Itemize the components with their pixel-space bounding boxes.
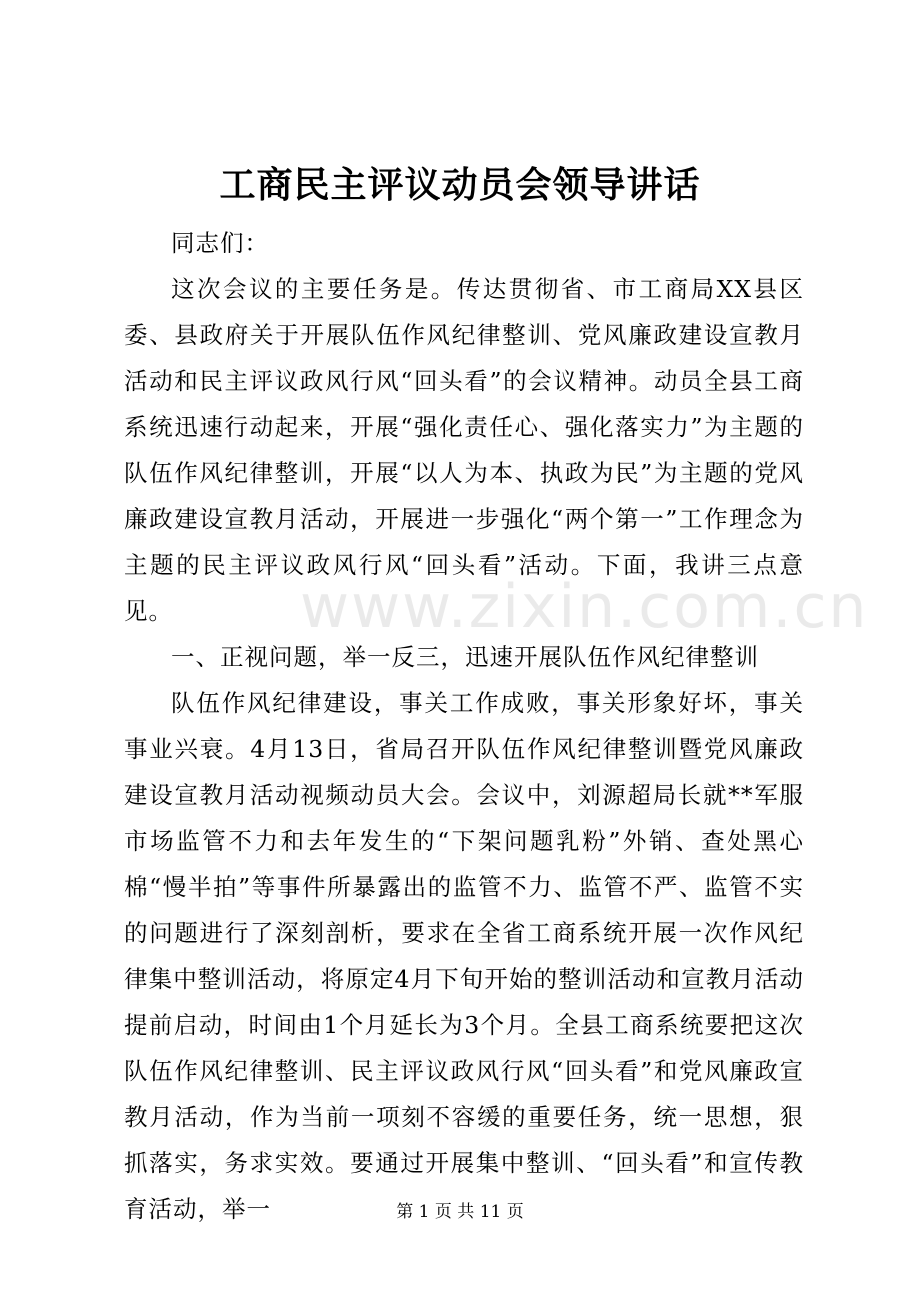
section-heading-1: 一、正视问题，举一反三，迅速开展队伍作风纪律整训 [171,643,759,671]
salutation: 同志们： [171,229,269,257]
paragraph-intro: 这次会议的主要任务是。传达贯彻省、市工商局XX县区委、县政府关于开展队伍作风纪律整训、党风廉政建设宣教月活动和民主评议政风行风“回头看”的会议精神。动员全县工商系统迅速行动起来，开展“强化责任心、强化落实力”为主题的队伍作风纪律整训，开展“以人为本、执政为民”为主题的党风廉政建设宣教月活动，开展进一步强化“两个第一”工作理念为主题的民主评议政风行风“回头看”活动。下面，我讲三点意见。 [124,275,804,625]
paragraph-section-1: 队伍作风纪律建设，事关工作成败，事关形象好坏，事关事业兴衰。4月13日，省局召开队伍作风纪律整训暨党风廉政建设宣教月活动视频动员大会。会议中，刘源超局长就**军服市场监管不力和去年发生的“下架问题乳粉”外销、查处黑心棉“慢半拍”等事件所暴露出的监管不力、监管不严、监管不实的问题进行了深刻剖析，要求在全省工商系统开展一次作风纪律集中整训活动，将原定4月下旬开始的整训活动和宣教月活动提前启动，时间由1个月延长为3个月。全县工商系统要把这次队伍作风纪律整训、民主评议政风行风“回头看”和党风廉政宣教月活动，作为当前一项刻不容缓的重要任务，统一思想，狠抓落实，务求实效。要通过开展集中整训、“回头看”和宣传教育活动，举一 [124,689,804,1223]
document-body [124,220,804,1232]
document-title: 工商民主评议动员会领导讲话 [219,164,701,206]
page-footer: 第 1 页 共 11 页 [396,1202,524,1222]
watermark: www.zixin.com.cn [300,572,869,642]
